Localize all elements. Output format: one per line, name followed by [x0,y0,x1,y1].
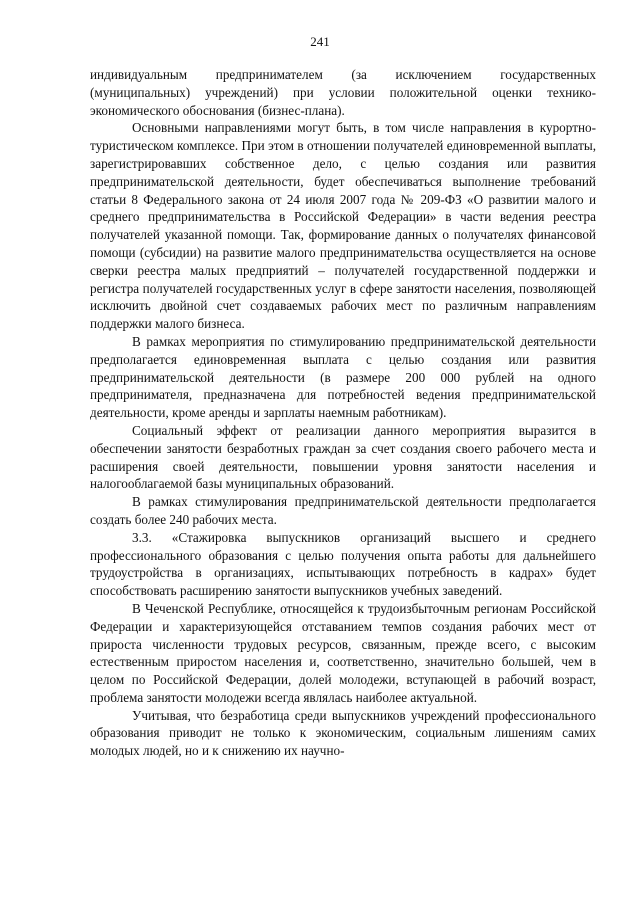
paragraph-jobs-created: В рамках стимулирования предпринимательской деятельности предполагается создать более 240 рабочих места. [90,494,596,527]
paragraph-continuation: индивидуальным предпринимателем (за исключением государственных (муниципальных) учреждений) при условии положительной оценки технико-экономического обоснования (бизнес-плана). [90,67,596,118]
paragraph-social-effect: Социальный эффект от реализации данного мероприятия выразится в обеспечении занятости безработных граждан за счет создания своего рабочего места и расширения своей деятельности, повышении уровня занятости населения и налогооблагаемой базы муниципальных образований. [90,422,596,492]
paragraph-unemployment-graduates: Учитывая, что безработица среди выпускников учреждений профессионального образования приводит не только к экономическим, социальным лишениям самих молодых людей, но и к снижению их научно- [90,707,596,759]
paragraph-directions: Основными направлениями могут быть, в том числе направления в курортно-туристическом комплексе. При этом в отношении получателей единовременной выплаты, зарегистрировавших собственное дело, с целью создания или развития предпринимательской деятельности, будет обеспечиваться выполнение требований статьи 8 Федерального закона от 24 июля 2007 года № 209-ФЗ «О развитии малого и среднего предпринимательства в Российской Федерации» в части ведения реестра получателей указанной помощи. Так, формирование данных о получателях финансовой помощи (субсидии) на развитие малого предпринимательства осуществляется на основе сверки реестра малых предприятий – получателей государственной поддержки и регистра получателей государственных услуг в сфере занятости населения, позволяющей исключить двойной счет создаваемых рабочих мест по различным направлениям поддержки малого бизнеса. [90,120,596,332]
page-number: 241 [310,34,330,49]
document-body [90,66,596,760]
paragraph-internship: 3.3. «Стажировка выпускников организаций высшего и среднего профессионального образования с целью получения опыта работы для дальнейшего трудоустройства в организациях, испытывающих потребность в кадрах» будет способствовать расширению занятости выпускников учебных заведений. [90,529,596,599]
paragraph-chechen-republic: В Чеченской Республике, относящейся к трудоизбыточным регионам Российской Федерации и характеризующейся отставанием темпов создания рабочих мест от прироста численности трудовых ресурсов, связанным, прежде всего, с высоким естественным приростом населения и, соответственно, значительно большей, чем в целом по Российской Федерации, долей молодежи, вступающей в рабочий возраст, проблема занятости молодежи всегда являлась наиболее актуальной. [90,600,596,705]
paragraph-one-time-payment: В рамках мероприятия по стимулированию предпринимательской деятельности предполагается единовременная выплата с целью создания или развития предпринимательской деятельности (в размере 200 000 рублей на одного предпринимателя, предназначена для потребностей ведения предпринимательской деятельности, кроме аренды и зарплаты наемным работникам). [90,333,596,421]
